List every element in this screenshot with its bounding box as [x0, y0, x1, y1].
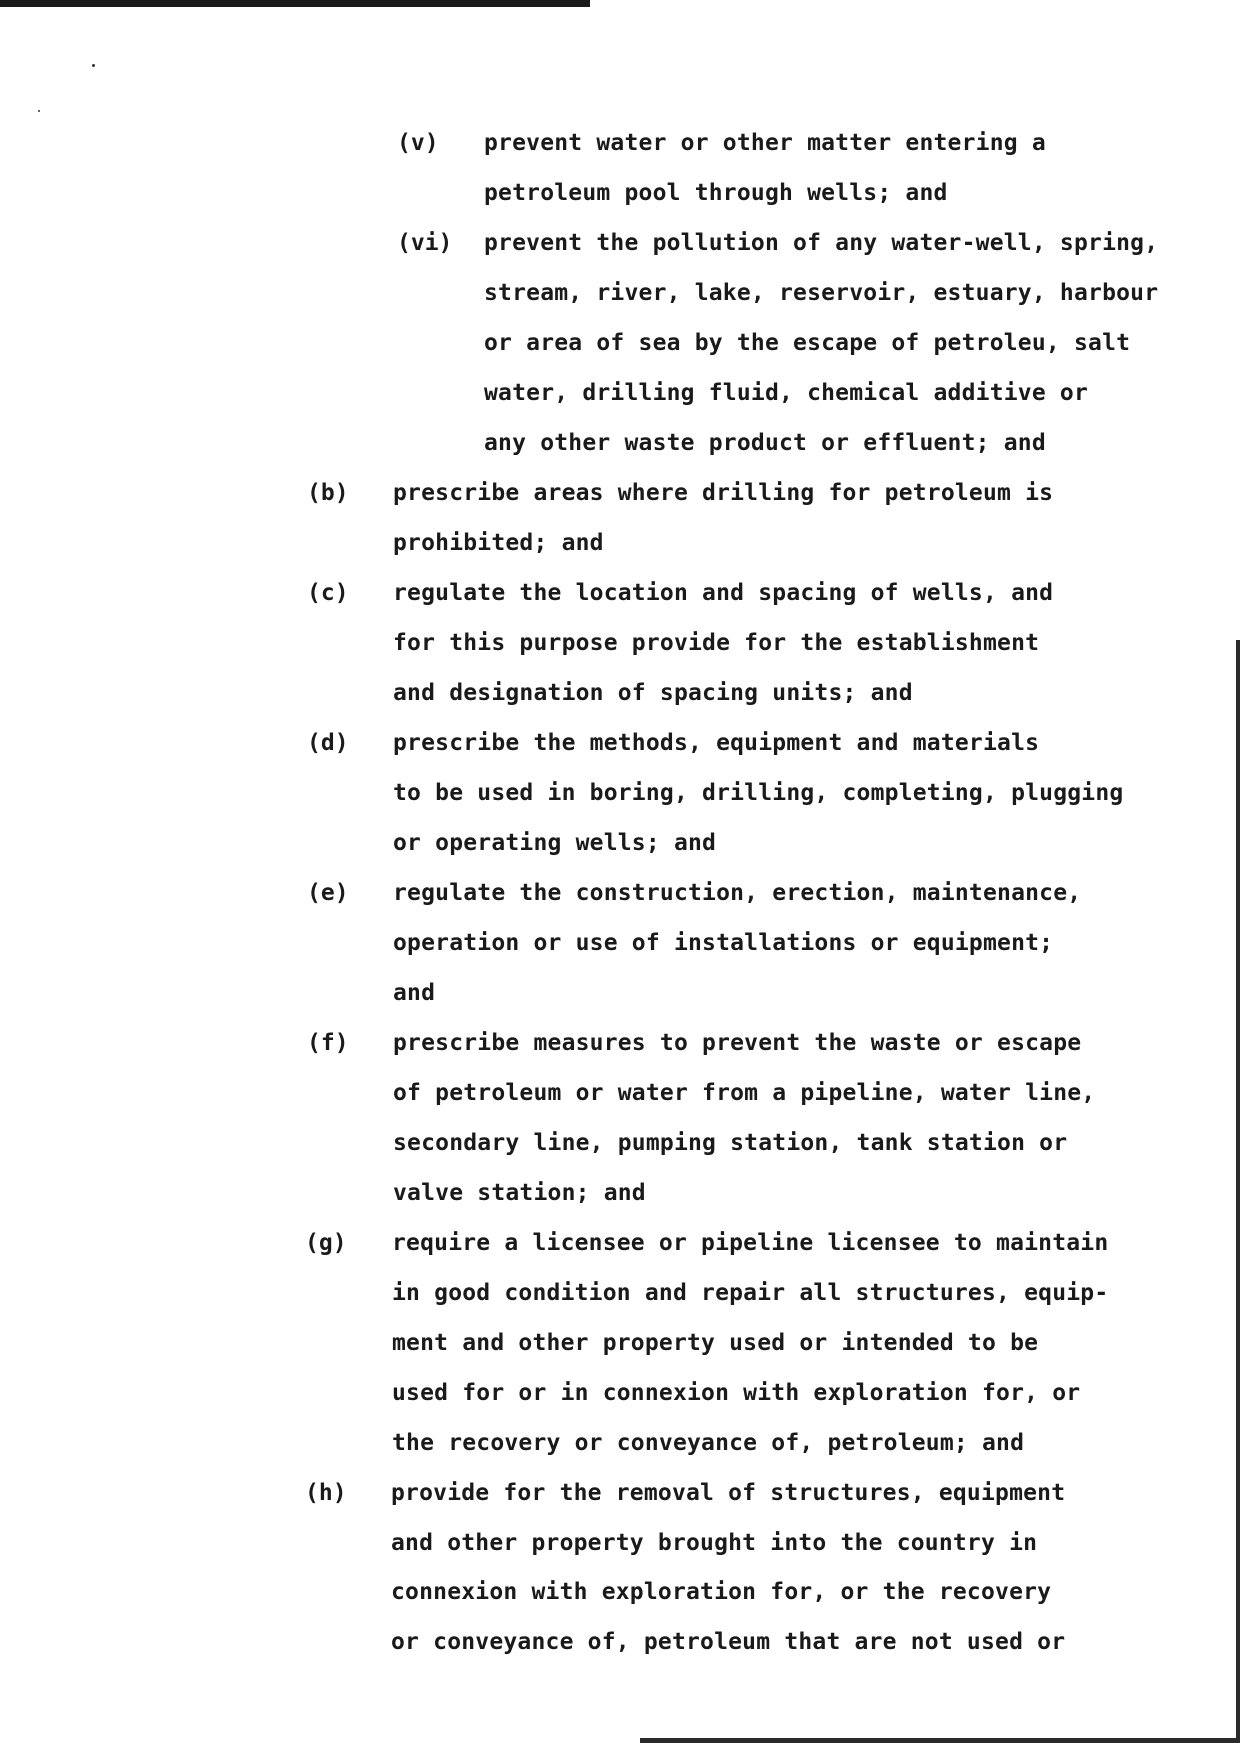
text-line: secondary line, pumping station, tank station or	[393, 1130, 1068, 1156]
text-line: used for or in connexion with exploration for, or	[392, 1380, 1081, 1406]
item-label-e: (e)	[307, 880, 349, 906]
text-line: or area of sea by the escape of petroleu, salt	[484, 330, 1131, 356]
text-line: for this purpose provide for the establishment	[393, 630, 1040, 656]
text-line: ment and other property used or intended to be	[392, 1330, 1039, 1356]
text-line: prescribe areas where drilling for petroleum is	[393, 480, 1054, 506]
text-line: provide for the removal of structures, equipment	[391, 1480, 1066, 1506]
text-line: any other waste product or effluent; and	[484, 430, 1046, 456]
text-line: and designation of spacing units; and	[393, 680, 913, 706]
item-label-b: (b)	[307, 480, 349, 506]
text-line: or conveyance of, petroleum that are not used or	[391, 1629, 1066, 1655]
text-line: water, drilling fluid, chemical additive or	[484, 380, 1089, 406]
text-line: the recovery or conveyance of, petroleum; and	[392, 1430, 1025, 1456]
text-line: in good condition and repair all structures, equip-	[392, 1280, 1109, 1306]
text-line: prescribe measures to prevent the waste or escape	[393, 1030, 1082, 1056]
text-line: or operating wells; and	[393, 830, 717, 856]
scan-edge-right	[1236, 640, 1240, 1743]
text-line: stream, river, lake, reservoir, estuary, harbour	[484, 280, 1159, 306]
scan-speck	[38, 110, 40, 112]
scan-edge-top	[0, 0, 590, 7]
item-label-g: (g)	[305, 1230, 347, 1256]
text-line: prohibited; and	[393, 530, 604, 556]
text-line: operation or use of installations or equipment;	[393, 930, 1054, 956]
item-label-d: (d)	[307, 730, 349, 756]
text-line: and	[393, 980, 436, 1006]
text-line: petroleum pool through wells; and	[484, 180, 948, 206]
text-line: prescribe the methods, equipment and materials	[393, 730, 1040, 756]
item-label-vi: (vi)	[397, 230, 453, 256]
item-label-h: (h)	[305, 1480, 347, 1506]
item-label-v: (v)	[397, 130, 439, 156]
scan-speck	[92, 64, 95, 67]
text-line: and other property brought into the country in	[391, 1530, 1038, 1556]
text-line: regulate the construction, erection, maintenance,	[393, 880, 1082, 906]
text-line: regulate the location and spacing of wells, and	[393, 580, 1054, 606]
text-line: connexion with exploration for, or the recovery	[391, 1579, 1052, 1605]
text-line: to be used in boring, drilling, completing, plugging	[393, 780, 1124, 806]
item-label-f: (f)	[307, 1030, 349, 1056]
text-line: of petroleum or water from a pipeline, water line,	[393, 1080, 1096, 1106]
text-line: valve station; and	[393, 1180, 646, 1206]
text-line: prevent water or other matter entering a	[484, 130, 1046, 156]
text-line: prevent the pollution of any water-well, spring,	[484, 230, 1159, 256]
item-label-c: (c)	[307, 580, 349, 606]
scan-edge-bottom	[640, 1738, 1240, 1743]
text-line: require a licensee or pipeline licensee to maintain	[392, 1230, 1109, 1256]
